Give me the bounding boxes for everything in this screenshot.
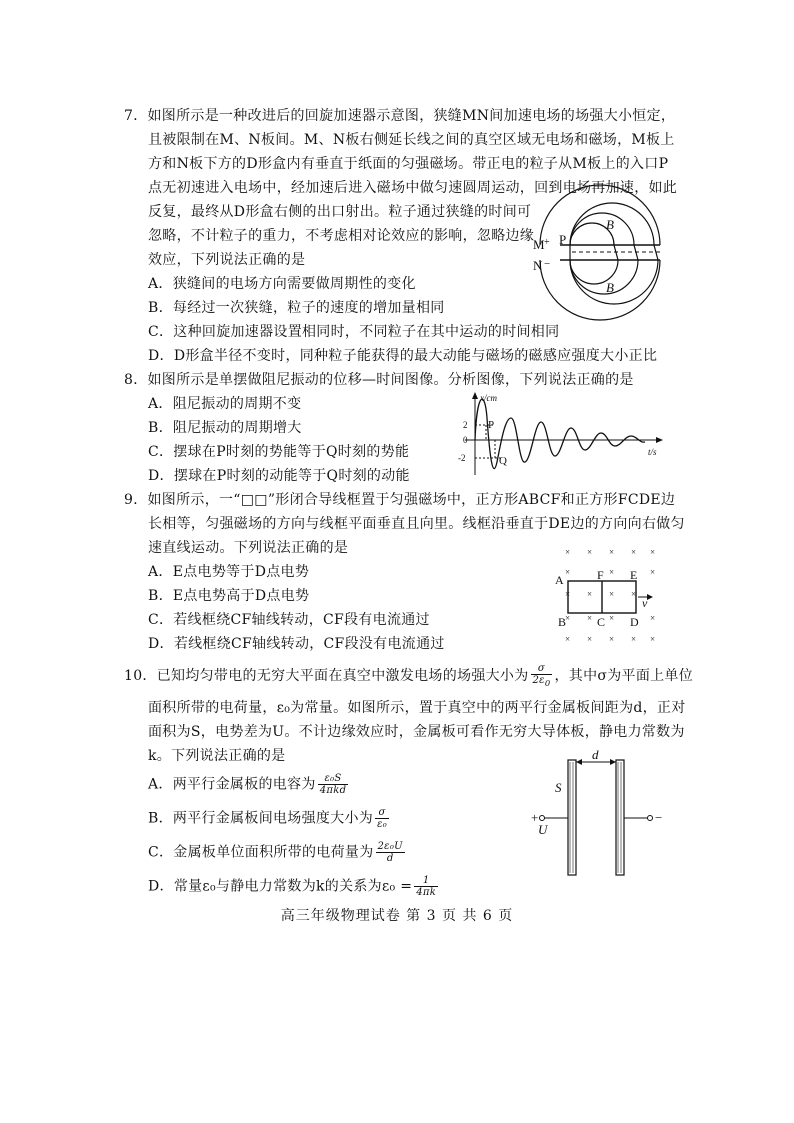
svg-text:×: × xyxy=(565,634,571,644)
q8-damped-oscillation-graph xyxy=(455,390,670,480)
q10-label-d: d xyxy=(592,747,599,762)
svg-text:×: × xyxy=(650,634,656,644)
q7-label-plus: + xyxy=(544,237,550,248)
q8-option-b: B．阻尼振动的周期增大 xyxy=(148,420,302,436)
svg-text:×: × xyxy=(650,547,656,557)
q9-option-c: C．若线框绕CF轴线转动，CF段有电流通过 xyxy=(148,612,430,628)
q7-option-d: D．D形盒半径不变时，同种粒子能获得的最大动能与磁场的磁感应强度大小正比 xyxy=(148,348,658,364)
svg-text:×: × xyxy=(650,567,656,577)
svg-text:×: × xyxy=(631,589,637,599)
q7-label-b-bottom: B xyxy=(606,280,614,295)
q10-line-2: 面积所带的电荷量，ε₀为常量。如图所示，置于真空中的两平行金属板间距为d，正对 xyxy=(148,700,686,716)
q7-cyclotron-figure xyxy=(530,200,670,330)
page-footer: 高三年级物理试卷 第 3 页 共 6 页 xyxy=(280,908,514,924)
q8-ylabel: x/cm xyxy=(480,393,497,403)
svg-text:×: × xyxy=(609,589,615,599)
q9-option-b: B．E点电势高于D点电势 xyxy=(148,588,310,604)
svg-text:×: × xyxy=(609,634,615,644)
svg-text:×: × xyxy=(631,547,637,557)
q9-option-d: D．若线框绕CF轴线转动，CF段没有电流通过 xyxy=(148,636,445,652)
q9-label-f: F xyxy=(597,568,604,582)
q8-tick-m2: -2 xyxy=(458,453,466,463)
q9-label-v: v xyxy=(642,596,648,610)
q7-line-4: 点无初速进入电场中，经加速后进入磁场中做匀速圆周运动，回到电场再加速，如此 xyxy=(148,180,678,196)
q10-line-3: 面积为S，电势差为U。不计边缘效应时，金属板可看作无穷大导体板，静电力常数为 xyxy=(148,724,685,740)
q8-xlabel: t/s xyxy=(648,447,657,457)
q7-line-2: 且被限制在M、N板间。M、N板右侧延长线之间的真空区域无电场和磁场，M板上 xyxy=(148,132,675,148)
svg-text:×: × xyxy=(631,634,637,644)
svg-text:×: × xyxy=(587,634,593,644)
q7-option-a: A．狭缝间的电场方向需要做周期性的变化 xyxy=(148,276,416,292)
q10-option-a: A．两平行金属板的电容为 $\frac{\text{ε₀S}}{\text{4πkd}}$ xyxy=(148,773,347,796)
q7-label-n: N xyxy=(533,258,543,273)
svg-text:×: × xyxy=(609,547,615,557)
q9-label-b: B xyxy=(558,615,567,629)
q10-label-minus: − xyxy=(655,810,663,825)
q8-point-p: P xyxy=(488,419,495,431)
q9-option-a: A．E点电势等于D点电势 xyxy=(148,564,310,580)
q8-stem: 8．如图所示是单摆做阻尼振动的位移—时间图像。分析图像，下列说法正确的是 xyxy=(124,372,634,388)
q9-line-3: 速直线运动。下列说法正确的是 xyxy=(148,540,349,556)
svg-text:×: × xyxy=(587,613,593,623)
q10-option-d: D．常量ε₀与静电力常数为k的关系为ε₀ = $\frac{1}{4\pi k}$ xyxy=(148,875,437,898)
svg-text:×: × xyxy=(565,589,571,599)
q7-line-7: 效应，下列说法正确的是 xyxy=(148,252,306,268)
svg-text:×: × xyxy=(565,567,571,577)
svg-text:×: × xyxy=(587,547,593,557)
svg-text:×: × xyxy=(650,613,656,623)
svg-text:×: × xyxy=(565,613,571,623)
q8-option-d: D．摆球在P时刻的动能等于Q时刻的动能 xyxy=(148,468,410,484)
q9-wire-frame-figure xyxy=(550,545,665,650)
q7-line-5: 反复，最终从D形盒右侧的出口射出。粒子通过狭缝的时间可 xyxy=(148,204,532,220)
q8-option-c: C．摆球在P时刻的势能等于Q时刻的势能 xyxy=(148,444,410,460)
q7-label-b-top: B xyxy=(606,217,614,232)
q10-parallel-plates-figure xyxy=(530,747,670,880)
svg-text:×: × xyxy=(609,613,615,623)
q8-tick-0: 0 xyxy=(463,435,468,445)
q9-line-1: 9．如图所示，一“□□”形闭合导线框置于匀强磁场中，正方形ABCF和正方形FCDE边 xyxy=(124,492,676,508)
q7-line-1: 7．如图所示是一种改进后的回旋加速器示意图，狭缝MN间加速电场的场强大小恒定， xyxy=(124,108,676,124)
q7-label-p: P xyxy=(559,232,567,247)
q10-line-4: k。下列说法正确的是 xyxy=(148,748,286,764)
q10-label-u: U xyxy=(538,822,548,837)
svg-text:×: × xyxy=(565,547,571,557)
q8-point-q: Q xyxy=(499,455,507,467)
q7-label-minus: − xyxy=(544,258,551,270)
q10-option-c: C．金属板单位面积所带的电荷量为 $\frac{\text{2ε₀U}}{d}$ xyxy=(148,841,403,864)
svg-text:×: × xyxy=(609,567,615,577)
svg-text:×: × xyxy=(587,589,593,599)
q8-tick-2: 2 xyxy=(463,420,468,430)
q10-line-1: 10．已知均匀带电的无穷大平面在真空中激发电场的场强大小为 $\frac{\sigma}{2\varepsilon_0}$ ，其中σ为平面上单位 xyxy=(124,663,694,688)
q10-label-s: S xyxy=(555,780,562,795)
q8-option-a: A．阻尼振动的周期不变 xyxy=(148,396,302,412)
q10-label-plus: + xyxy=(531,810,539,825)
q9-label-d: D xyxy=(630,615,639,629)
q9-label-e: E xyxy=(630,568,638,582)
q7-option-c: C．这种回旋加速器设置相同时，不同粒子在其中运动的时间相同 xyxy=(148,324,560,340)
q7-line-3: 方和N板下方的D形盒内有垂直于纸面的匀强磁场。带正电的粒子从M板上的入口P xyxy=(148,156,669,172)
q9-label-c: C xyxy=(597,615,606,629)
q9-label-a: A xyxy=(555,573,564,587)
q9-line-2: 长相等，匀强磁场的方向与线框平面垂直且向里。线框沿垂直于DE边的方向向右做匀 xyxy=(148,516,685,532)
q7-option-b: B．每经过一次狭缝，粒子的速度的增加量相同 xyxy=(148,300,445,316)
q7-label-m: M xyxy=(533,237,545,252)
q10-option-b: B．两平行金属板间电场强度大小为 $\frac{\sigma}{\text{ε₀}}$ xyxy=(148,807,388,830)
q7-line-6: 忽略，不计粒子的重力，不考虑相对论效应的影响，忽略边缘 xyxy=(148,228,535,244)
